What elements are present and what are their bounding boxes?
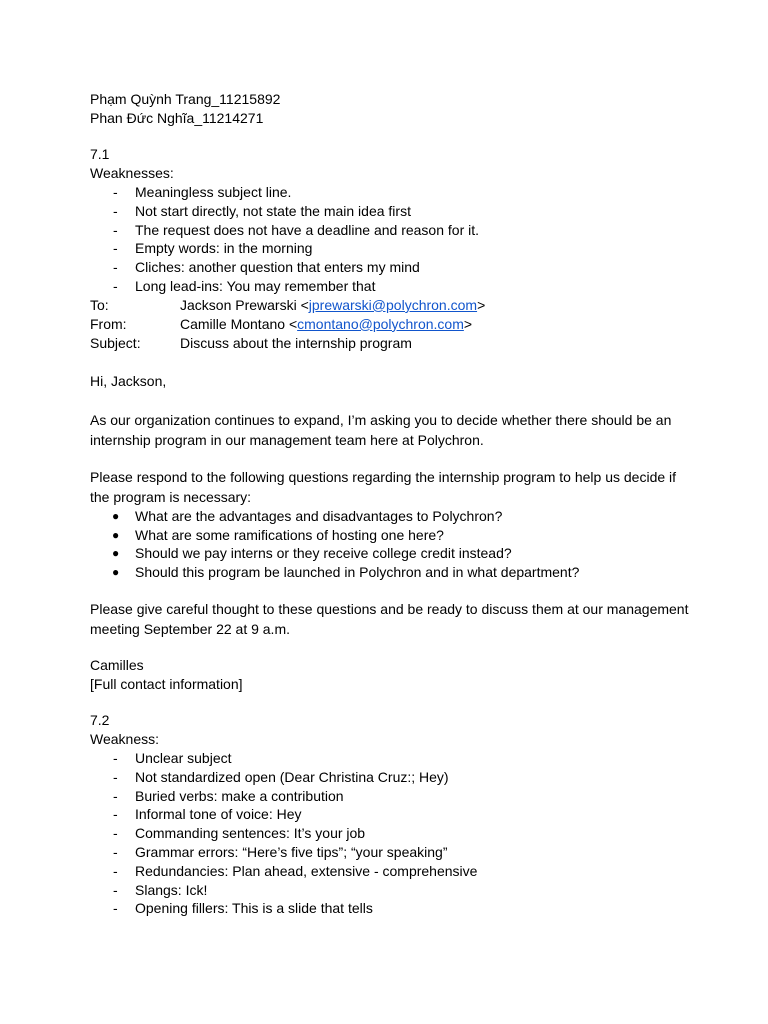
from-value: Camille Montano <cmontano@polychron.com> [180,315,473,332]
subject-label: Subject: [90,334,141,351]
list-item: - Not standardized open (Dear Christina Cruz:; Hey) [113,768,449,785]
dash-marker: - [113,825,118,842]
to-value: Jackson Prewarski <jprewarski@polychron.com> [180,296,486,313]
list-item: - Slangs: Ick! [113,881,208,898]
email-paragraph-2: Please respond to the following questions regarding the internship program to help us decide if the program is necessary: [90,468,677,505]
dash-marker: - [113,900,118,917]
list-item: - Opening fillers: This is a slide that tells [113,900,373,917]
list-item: - Commanding sentences: It’s your job [113,825,366,842]
dash-marker: - [113,221,118,238]
email-contact-info: [Full contact information] [90,675,243,692]
section-7-1-number: 7.1 [90,146,110,162]
dash-marker: - [113,787,118,804]
section-7-1-heading: Weaknesses: [90,165,174,181]
email-paragraph-1: As our organization continues to expand, I’m asking you to decide whether there should be an internship program in our management team here at Polychron. [90,411,672,448]
questions-list [90,507,690,582]
section-7-2-number: 7.2 [90,711,110,728]
list-item: ● Should we pay interns or they receive college credit instead? [112,545,512,562]
list-item: - Redundancies: Plan ahead, extensive - comprehensive [113,862,478,879]
dash-marker: - [113,202,118,219]
weaknesses-list-7-1 [90,183,690,296]
list-item: - Meaningless subject line. [113,184,292,200]
list-item: ● What are the advantages and disadvantages to Polychron? [112,507,503,524]
email-paragraph-3: Please give careful thought to these questions and be ready to discuss them at our management meeting September 22 at 9 a.m. [90,600,689,637]
email-greeting: Hi, Jackson, [90,372,167,389]
list-item: - Cliches: another question that enters my mind [113,259,420,276]
dash-marker: - [113,277,118,294]
list-item: - The request does not have a deadline and reason for it. [113,221,480,238]
dash-marker: - [113,881,118,898]
list-item: - Grammar errors: “Here’s five tips”; “your speaking” [113,843,448,860]
list-item: ● Should this program be launched in Polychron and in what department? [112,564,580,581]
dash-marker: - [113,749,118,766]
to-label: To: [90,296,109,313]
email-signature: Camilles [90,656,144,673]
bullet-marker: ● [112,546,120,561]
email-header [90,296,690,353]
list-item: - Informal tone of voice: Hey [113,806,302,823]
email-subject-row [90,334,690,353]
dash-marker: - [113,806,118,823]
to-email-link[interactable]: jprewarski@polychron.com [308,296,478,313]
list-item: - Empty words: in the morning [113,240,313,257]
weaknesses-list-7-2 [90,749,690,918]
bullet-marker: ● [112,565,120,580]
author-2: Phan Đức Nghĩa_11214271 [90,110,264,126]
list-item: - Long lead-ins: You may remember that [113,277,376,294]
dash-marker: - [113,843,118,860]
dash-marker: - [113,259,118,276]
list-item: - Buried verbs: make a contribution [113,787,344,804]
email-from-row [90,315,690,334]
section-7-2-heading: Weakness: [90,730,159,747]
from-label: From: [90,315,127,332]
subject-value: Discuss about the internship program [180,334,412,351]
dash-marker: - [113,862,118,879]
email-to-row [90,296,690,315]
list-item: ● What are some ramifications of hosting one here? [112,526,444,543]
bullet-marker: ● [112,527,120,542]
dash-marker: - [113,184,118,200]
dash-marker: - [113,768,118,785]
from-email-link[interactable]: cmontano@polychron.com [297,315,464,332]
list-item: - Unclear subject [113,749,232,766]
list-item: - Not start directly, not state the main idea first [113,202,411,219]
author-1: Phạm Quỳnh Trang_11215892 [90,91,281,107]
bullet-marker: ● [112,508,120,523]
document-page [90,90,690,918]
dash-marker: - [113,240,118,257]
